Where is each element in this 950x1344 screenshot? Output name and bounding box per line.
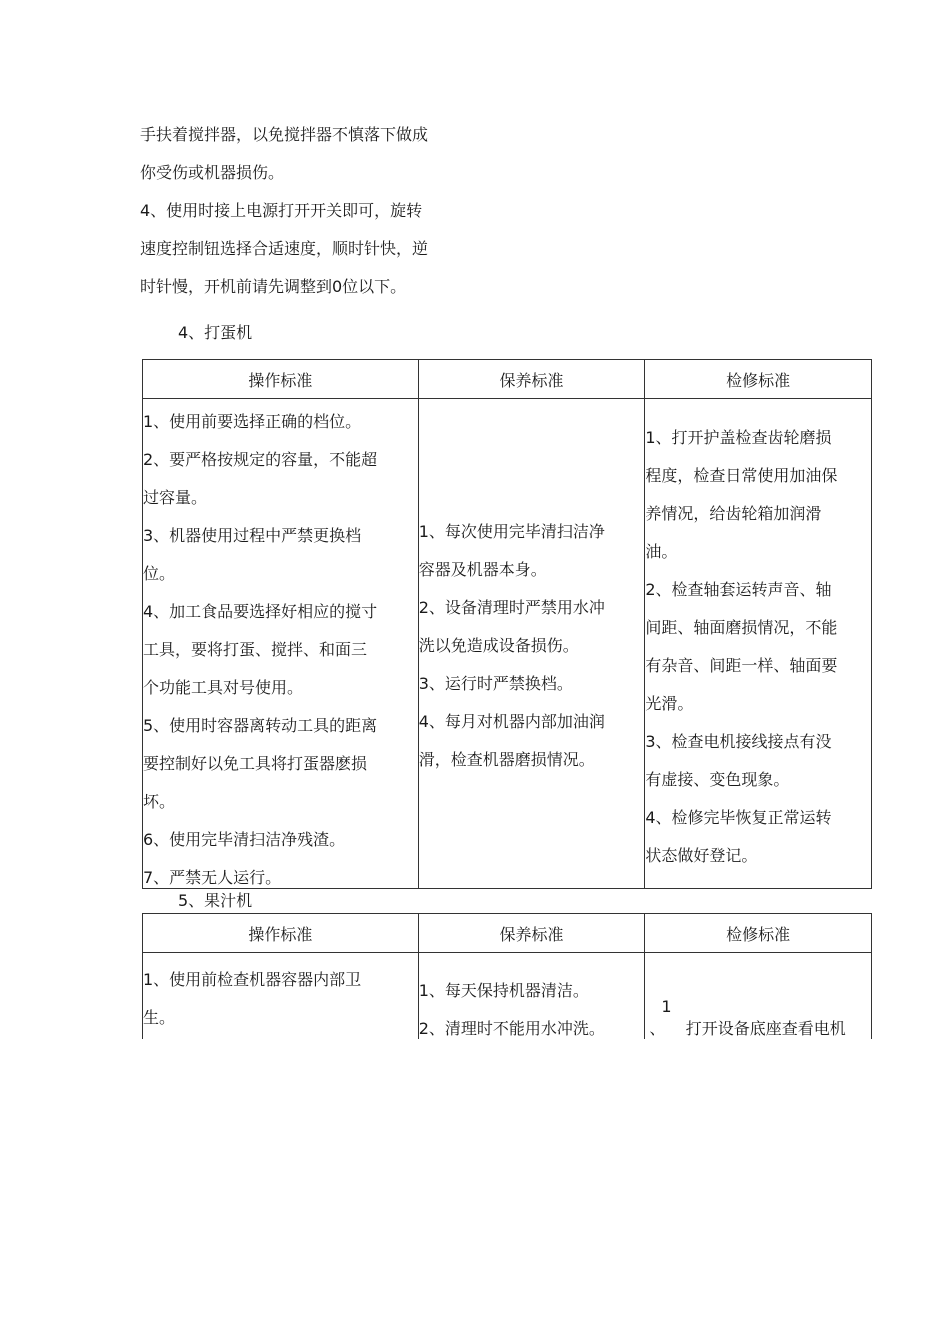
operation-line: 5、使用时容器离转动工具的距离 — [143, 716, 378, 735]
section-heading-juicer: 5、果汁机 — [178, 891, 253, 910]
repair-line: 油。 — [645, 542, 678, 561]
operation-line: 生。 — [143, 1008, 176, 1027]
repair-line: 4、检修完毕恢复正常运转 — [645, 808, 832, 827]
operation-line: 7、严禁无人运行。 — [143, 868, 282, 887]
egg-beater-table — [142, 359, 872, 889]
maintenance-line: 1、每天保持机器清洁。 — [418, 981, 589, 1000]
repair-cell — [645, 953, 872, 1040]
intro-line: 速度控制钮选择合适速度，顺时针快，逆 — [140, 239, 429, 258]
intro-line: 你受伤或机器损伤。 — [140, 163, 285, 182]
repair-line: 养情况，给齿轮箱加润滑 — [645, 504, 822, 523]
table-header-row — [143, 360, 872, 399]
operation-line: 个功能工具对号使用。 — [143, 678, 304, 697]
operation-line: 要控制好以免工具将打蛋器麽损 — [143, 754, 368, 773]
intro-paragraph — [140, 116, 480, 306]
table-header-row — [143, 914, 872, 953]
header-maintenance: 保养标准 — [418, 914, 645, 953]
intro-line: 手扶着搅拌器，以免搅拌器不慎落下做成 — [140, 125, 429, 144]
repair-line: 有虚接、变色现象。 — [645, 770, 790, 789]
maintenance-cell — [418, 953, 645, 1040]
maintenance-line: 容器及机器本身。 — [418, 560, 547, 579]
operation-line: 坏。 — [143, 792, 176, 811]
operation-line: 3、机器使用过程中严禁更换档 — [143, 526, 362, 545]
maintenance-line: 2、设备清理时严禁用水冲 — [418, 598, 605, 617]
header-repair: 检修标准 — [645, 914, 872, 953]
operation-line: 6、使用完毕清扫洁净残渣。 — [143, 830, 346, 849]
intro-line: 时针慢，开机前请先调整到0位以下。 — [140, 277, 407, 296]
operation-cell — [143, 399, 419, 889]
repair-line: 1、打开护盖检查齿轮磨损 — [645, 428, 832, 447]
repair-line: 状态做好登记。 — [645, 846, 758, 865]
header-repair: 检修标准 — [645, 360, 872, 399]
repair-number: 1 — [661, 997, 672, 1016]
maintenance-line: 2、清理时不能用水冲洗。 — [418, 1019, 605, 1038]
header-operation: 操作标准 — [143, 914, 419, 953]
maintenance-line: 洗以免造成设备损伤。 — [418, 636, 579, 655]
operation-line: 位。 — [143, 564, 176, 583]
operation-line: 1、使用前检查机器容器内部卫 — [143, 970, 362, 989]
repair-line: 程度，检查日常使用加油保 — [645, 466, 838, 485]
maintenance-cell — [418, 399, 645, 889]
header-operation: 操作标准 — [143, 360, 419, 399]
juicer-table — [142, 913, 872, 1039]
operation-line: 过容量。 — [143, 488, 208, 507]
repair-line: 2、检查轴套运转声音、轴 — [645, 580, 832, 599]
maintenance-line: 3、运行时严禁换档。 — [418, 674, 573, 693]
maintenance-line: 4、每月对机器内部加油润 — [418, 712, 605, 731]
maintenance-line: 1、每次使用完毕清扫洁净 — [418, 522, 605, 541]
repair-cell — [645, 399, 872, 889]
intro-line: 4、使用时接上电源打开开关即可，旋转 — [140, 201, 423, 220]
repair-line: 有杂音、间距一样、轴面要 — [645, 656, 838, 675]
header-maintenance: 保养标准 — [418, 360, 645, 399]
repair-line: 光滑。 — [645, 694, 694, 713]
operation-cell — [143, 953, 419, 1040]
table-row — [143, 953, 872, 1040]
table-row — [143, 399, 872, 889]
repair-line: 、 打开设备底座查看电机 — [649, 1019, 846, 1038]
repair-line: 3、检查电机接线接点有没 — [645, 732, 832, 751]
operation-line: 2、要严格按规定的容量，不能超 — [143, 450, 378, 469]
operation-line: 1、使用前要选择正确的档位。 — [143, 412, 362, 431]
operation-line: 4、加工食品要选择好相应的搅寸 — [143, 602, 378, 621]
repair-line: 间距、轴面磨损情况，不能 — [645, 618, 838, 637]
section-heading-egg-beater: 4、打蛋机 — [178, 323, 253, 342]
maintenance-line: 滑，检查机器磨损情况。 — [418, 750, 595, 769]
operation-line: 工具，要将打蛋、搅拌、和面三 — [143, 640, 368, 659]
